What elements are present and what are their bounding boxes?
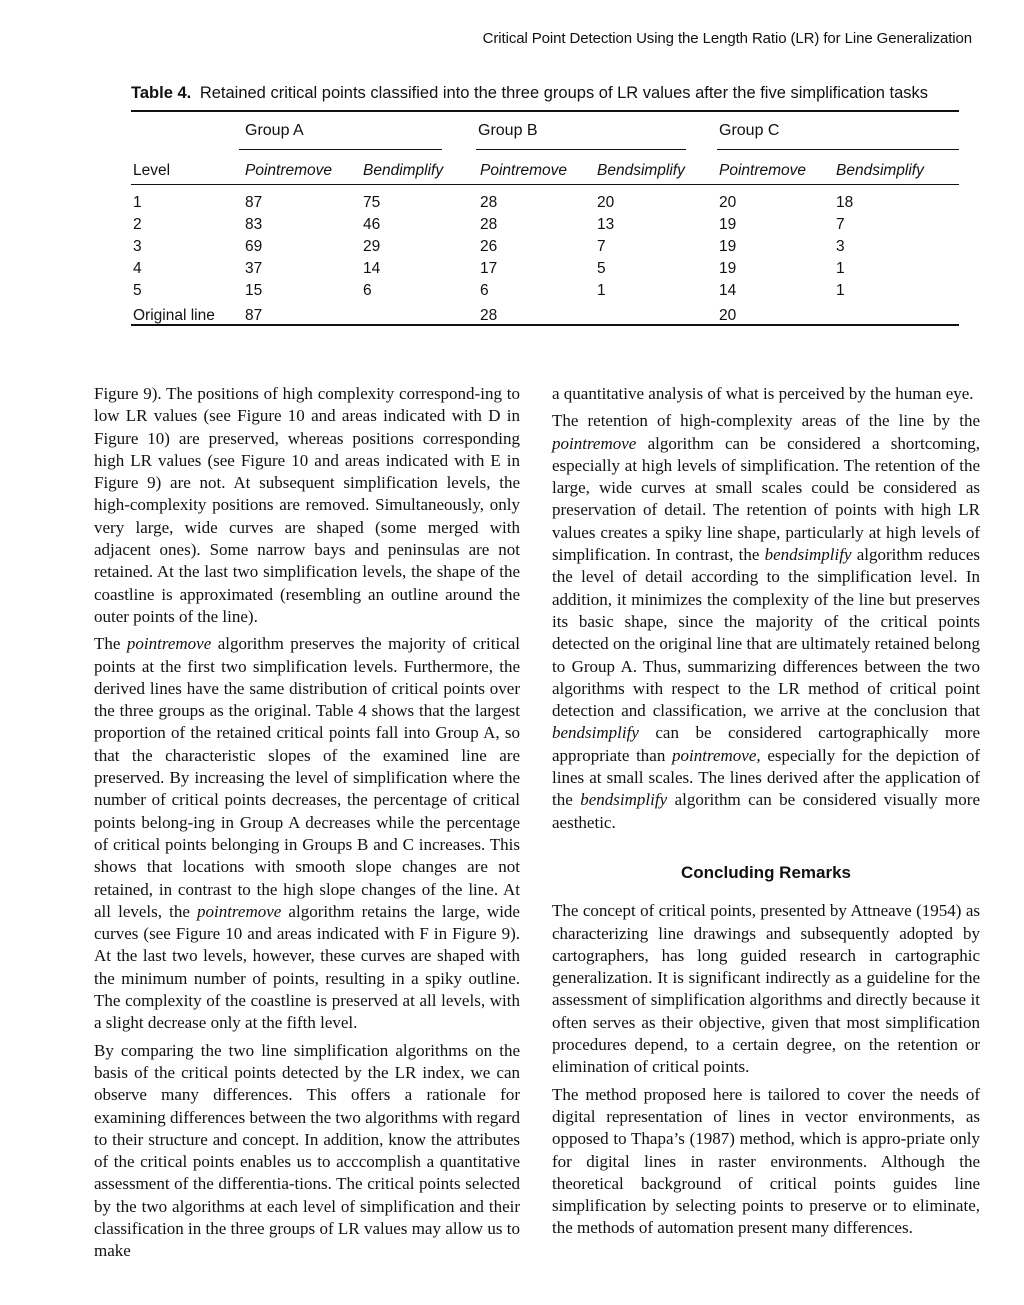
right-paragraph-1: a quantitative analysis of what is perceived by the human eye. [552, 384, 974, 403]
table-cell-level: 4 [133, 260, 142, 277]
table-caption [131, 84, 991, 103]
table-cell-level: 2 [133, 216, 142, 233]
group-b-header: Group B [478, 122, 538, 139]
group-c-rule [717, 149, 959, 150]
left-column [94, 383, 520, 1268]
table-cell: 87 [245, 194, 263, 211]
table-cell: 87 [245, 307, 263, 324]
table-row [131, 260, 959, 282]
table-bottom-rule [131, 324, 959, 326]
left-paragraph-1: Figure 9). The positions of high complexity correspond-ing to low LR values (see Figure 10 and areas indicated with D in Figure 10) are preserved, whereas positions corresponding high LR values (see Figure 10 and areas indicated with E in Figure 9) are not. At subsequent simplification levels, the high-complexity positions are removed. Simultaneously, only very large, wide curves are shaped (some merged with adjacent ones). Some narrow bays and peninsulas are not retained. At the last two simplification levels, the shape of the coastline is approximated (resembling an outline around the outer points of the line). [94, 384, 520, 626]
right-paragraph-4: The method proposed here is tailored to cover the needs of digital representation of lines in vector environments, as opposed to Thapa’s (1987) method, which is appro-priate only for digital lines in raster environments. Although the theoretical background of critical points guides line simplification by selecting points to preserve or to eliminate, the methods of automation present many differences. [552, 1084, 980, 1238]
table-cell-level: 5 [133, 282, 142, 299]
table-cell: 19 [719, 216, 737, 233]
table-label: Table 4. [131, 84, 192, 102]
section-heading: Concluding Remarks [680, 862, 852, 882]
running-header: Critical Point Detection Using the Length Ratio (LR) for Line Generalization [482, 30, 972, 47]
table-cell: 20 [597, 194, 615, 211]
table-cell: 28 [480, 307, 498, 324]
table-cell: 18 [836, 194, 854, 211]
left-paragraph-3: By comparing the two line simplification algorithms on the basis of the critical points detected by the LR index, we can observe many differences. This offers a rationale for examining differences between the two algorithms with regard to their structure and concept. In addition, know the attributes of the critical points enables us to acccomplish a quantitative assessment of the differentia-tions. The critical points selected by the two algorithms at each level of simplification and their classification in the three groups of LR values may allow us to make [94, 1040, 520, 1261]
table-cell: 3 [836, 238, 845, 255]
table-cell: 26 [480, 238, 498, 255]
table-cell: 17 [480, 260, 498, 277]
table-cell: 6 [363, 282, 372, 299]
table-cell: 69 [245, 238, 263, 255]
right-column [552, 383, 980, 1245]
table-cell: 83 [245, 216, 263, 233]
table-cell: 7 [836, 216, 845, 233]
group-a-header: Group A [245, 122, 304, 139]
table-cell-level: Original line [133, 307, 215, 324]
table-row [131, 194, 959, 216]
table-caption-text: Retained critical points classified into the three groups of LR values after the five simplification tasks [199, 84, 929, 102]
table-cell: 29 [363, 238, 381, 255]
col-header-b2: Bendsimplify [597, 162, 685, 179]
group-c-header: Group C [719, 122, 780, 139]
table-cell: 37 [245, 260, 263, 277]
table-cell: 1 [597, 282, 606, 299]
table-row [131, 216, 959, 238]
table-cell: 46 [363, 216, 381, 233]
table-cell: 7 [597, 238, 606, 255]
col-header-a1: Pointremove [245, 162, 333, 179]
table-cell: 75 [363, 194, 381, 211]
table-cell: 19 [719, 238, 737, 255]
table-top-rule [131, 110, 959, 112]
header-rule [131, 184, 959, 185]
table-cell: 20 [719, 307, 737, 324]
table-cell: 14 [363, 260, 381, 277]
table-row [131, 238, 959, 260]
table-cell: 14 [719, 282, 737, 299]
table-cell-level: 3 [133, 238, 142, 255]
table-cell: 1 [836, 282, 845, 299]
level-header: Level [133, 162, 171, 179]
right-paragraph-3: The concept of critical points, presented by Attneave (1954) as characterizing line drawings and subsequently adopted by cartographers, has long guided research in cartographic generalization. It is significant indirectly as a guideline for the assessment of simplification algorithms and directly because it often serves as their objective, given that most simplification procedures depend, to a certain degree, on the retention or elimination of critical points. [552, 901, 980, 1077]
col-header-c2: Bendsimplify [836, 162, 924, 179]
table-row [131, 282, 959, 304]
col-header-c1: Pointremove [719, 162, 807, 179]
table-cell: 1 [836, 260, 845, 277]
group-a-rule [239, 149, 442, 150]
table-cell: 28 [480, 216, 498, 233]
table-cell-level: 1 [133, 194, 142, 211]
table-cell: 28 [480, 194, 498, 211]
table-cell: 19 [719, 260, 737, 277]
table-cell: 20 [719, 194, 737, 211]
group-b-rule [476, 149, 686, 150]
table-cell: 13 [597, 216, 615, 233]
table-cell: 6 [480, 282, 489, 299]
table-cell: 15 [245, 282, 263, 299]
col-header-a2: Bendimplify [363, 162, 444, 179]
left-paragraph-2: The pointremove algorithm preserves the majority of critical points at the first two simplification levels. Furthermore, the derived lines have the same distribution of critical points over the three groups as the original. Table 4 shows that the largest proportion of the retained critical points fall into Group A, so that the characteristic slopes of the examined line are preserved. By increasing the level of simplification where the number of critical points decreases, the percentage of critical points belong-ing in Group A decreases while the percentage of critical points belonging in Groups B and C increases. This shows that locations with smooth slope changes are not retained, in contrast to the high slope changes of the line. At all levels, the pointremove algorithm retains the large, wide curves (see Figure 10 and areas indicated with F in Figure 9). At the last two levels, however, these curves are shaped with the minimum number of points, resulting in a spiky outline. The complexity of the coastline is preserved at all levels, with a slight decrease only at the fifth level. [94, 634, 520, 1033]
right-paragraph-2: The retention of high-complexity areas of the line by the pointremove algorithm can be considered a shortcoming, especially at high levels of simplification. The retention of the large, wide curves at small scales could be considered as preservation of detail. The retention of points with high LR values creates a spiky line shape, particularly at high levels of simplification. In contrast, the bendsimplify algorithm reduces the level of detail according to the simplification level. In addition, it minimizes the complexity of the line but preserves its basic shape, since the majority of the critical points detected on the original line that are ultimately retained belong to Group A. Thus, summarizing differences between the two algorithms with respect to the LR method of critical point detection and classification, we arrive at the conclusion that bendsimplify can be considered cartographically more appropriate than pointremove, especially for the depiction of lines at small scales. The lines derived after the application of the bendsimplify algorithm can be considered visually more aesthetic. [552, 411, 980, 832]
table-cell: 5 [597, 260, 606, 277]
col-header-b1: Pointremove [480, 162, 568, 179]
